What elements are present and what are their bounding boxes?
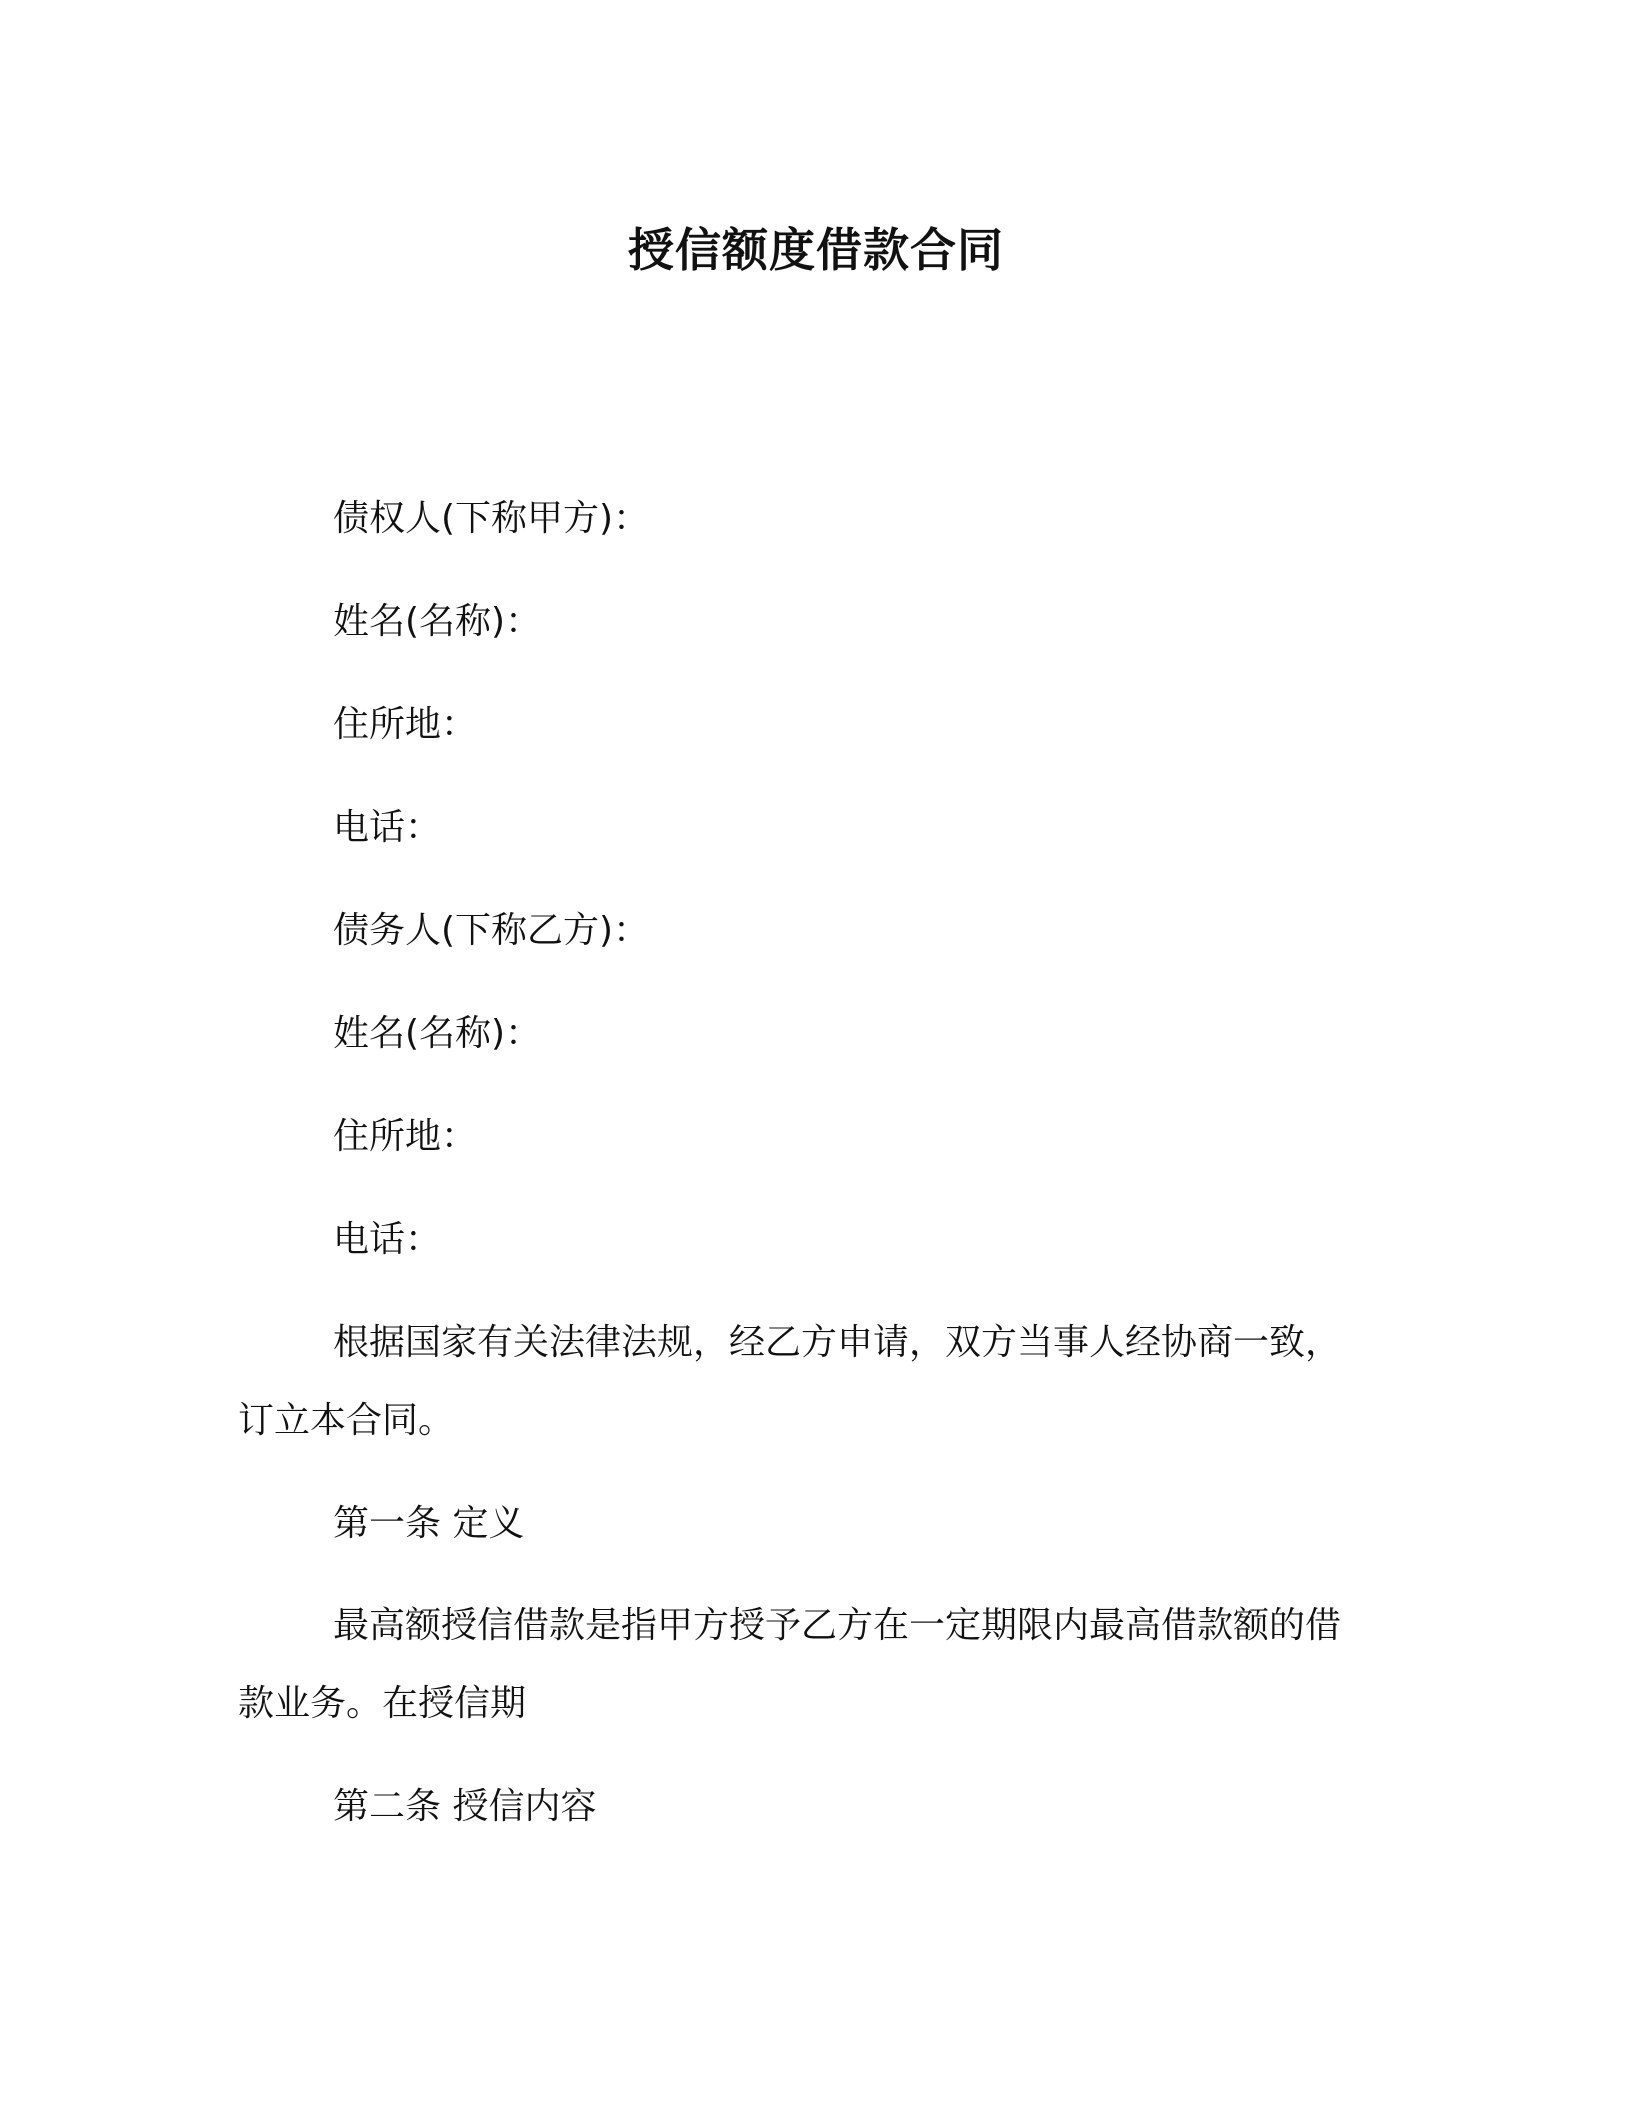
creditor-label: 债权人(下称甲方)： — [333, 498, 650, 539]
definition-paragraph-line-2: 款业务。在授信期 — [238, 1683, 527, 1724]
document-title: 授信额度借款合同 — [628, 223, 1004, 277]
creditor-phone-label: 电话： — [333, 807, 442, 848]
creditor-name-label: 姓名(名称)： — [333, 601, 542, 642]
debtor-name-label: 姓名(名称)： — [333, 1013, 542, 1054]
creditor-address-label: 住所地： — [333, 704, 478, 745]
article-one-heading: 第一条 定义 — [333, 1503, 525, 1544]
debtor-label: 债务人(下称乙方)： — [333, 910, 650, 951]
debtor-phone-label: 电话： — [333, 1219, 442, 1260]
article-two-heading: 第二条 授信内容 — [333, 1786, 597, 1827]
debtor-address-label: 住所地： — [333, 1116, 478, 1157]
definition-paragraph-line-1: 最高额授信借款是指甲方授予乙方在一定期限内最高借款额的借 — [333, 1605, 1342, 1646]
preamble-paragraph-line-2: 订立本合同。 — [238, 1400, 455, 1441]
preamble-paragraph-line-1: 根据国家有关法律法规，经乙方申请，双方当事人经协商一致， — [333, 1322, 1342, 1363]
